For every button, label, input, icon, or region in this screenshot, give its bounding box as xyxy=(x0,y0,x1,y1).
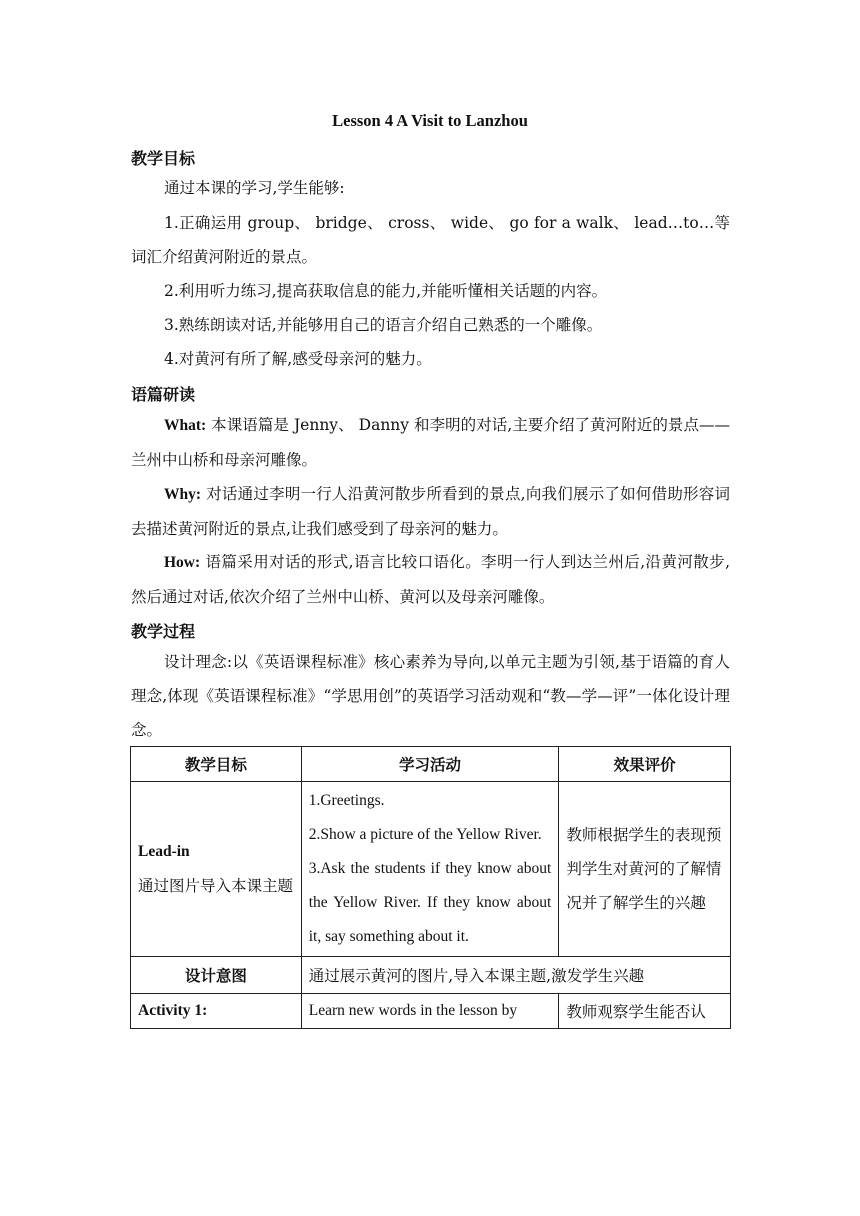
leadin-title: Lead-in xyxy=(138,843,190,860)
activity1-text-cell: Learn new words in the lesson by xyxy=(301,994,559,1029)
intent-label-cell: 设计意图 xyxy=(131,957,302,994)
lesson-plan-table xyxy=(130,746,731,1029)
leadin-evaluation-cell: 教师根据学生的表现预判学生对黄河的了解情况并了解学生的兴趣 xyxy=(559,782,731,957)
header-goal: 教学目标 xyxy=(131,747,302,782)
header-activity: 学习活动 xyxy=(301,747,559,782)
header-evaluation: 效果评价 xyxy=(559,747,731,782)
goal-item-3: 3.熟练朗读对话,并能够用自己的语言介绍自己熟悉的一个雕像。 xyxy=(164,316,603,334)
table-row-leadin xyxy=(131,782,731,957)
intent-text-cell: 通过展示黄河的图片,导入本课主题,激发学生兴趣 xyxy=(301,957,730,994)
heading-teaching-process: 教学过程 xyxy=(131,622,196,641)
heading-text-analysis: 语篇研读 xyxy=(131,385,196,404)
what-paragraph xyxy=(131,408,730,477)
what-text: 本课语篇是 Jenny、 Danny 和李明的对话,主要介绍了黄河附近的景点——兰州中山桥和母亲河雕像。 xyxy=(131,416,730,469)
why-paragraph xyxy=(131,477,730,546)
why-text: 对话通过李明一行人沿黄河散步所看到的景点,向我们展示了如何借助形容词去描述黄河附近的景点,让我们感受到了母亲河的魅力。 xyxy=(131,485,730,538)
what-label: What: xyxy=(164,417,207,434)
heading-teaching-goals: 教学目标 xyxy=(131,149,196,168)
activity1-title-cell: Activity 1: xyxy=(131,994,302,1029)
leadin-activity-1: 1.Greetings. xyxy=(308,792,385,809)
leadin-goal-cell xyxy=(131,782,302,957)
table-row-intent xyxy=(131,957,731,994)
how-label: How: xyxy=(164,554,201,571)
leadin-activity-3: 3.Ask the students if they know about the Yellow River. If they know about it, say something about it. xyxy=(308,860,552,945)
leadin-activity-cell xyxy=(301,782,559,957)
how-text: 语篇采用对话的形式,语言比较口语化。李明一行人到达兰州后,沿黄河散步,然后通过对话,依次介绍了兰州中山桥、黄河以及母亲河雕像。 xyxy=(131,553,730,606)
design-concept: 设计理念:以《英语课程标准》核心素养为导向,以单元主题为引领,基于语篇的育人理念,体现《英语课程标准》“学思用创”的英语学习活动观和“教—学—评”一体化设计理念。 xyxy=(131,653,730,739)
lesson-title: Lesson 4 A Visit to Lanzhou xyxy=(332,111,528,130)
goals-intro: 通过本课的学习,学生能够: xyxy=(164,179,345,197)
why-label: Why: xyxy=(164,486,202,503)
goal-item-1: 1.正确运用 group、 bridge、 cross、 wide、 go for a walk、 lead…to…等词汇介绍黄河附近的景点。 xyxy=(131,214,730,266)
how-paragraph xyxy=(131,545,730,614)
goal-item-4: 4.对黄河有所了解,感受母亲河的魅力。 xyxy=(164,350,432,368)
activity1-eval-cell: 教师观察学生能否认 xyxy=(559,994,731,1029)
leadin-activity-2: 2.Show a picture of the Yellow River. xyxy=(308,826,542,843)
goal-item-2: 2.利用听力练习,提高获取信息的能力,并能听懂相关话题的内容。 xyxy=(164,282,608,300)
table-row-activity1 xyxy=(131,994,731,1029)
table-header-row xyxy=(131,747,731,782)
leadin-desc: 通过图片导入本课主题 xyxy=(138,877,294,895)
